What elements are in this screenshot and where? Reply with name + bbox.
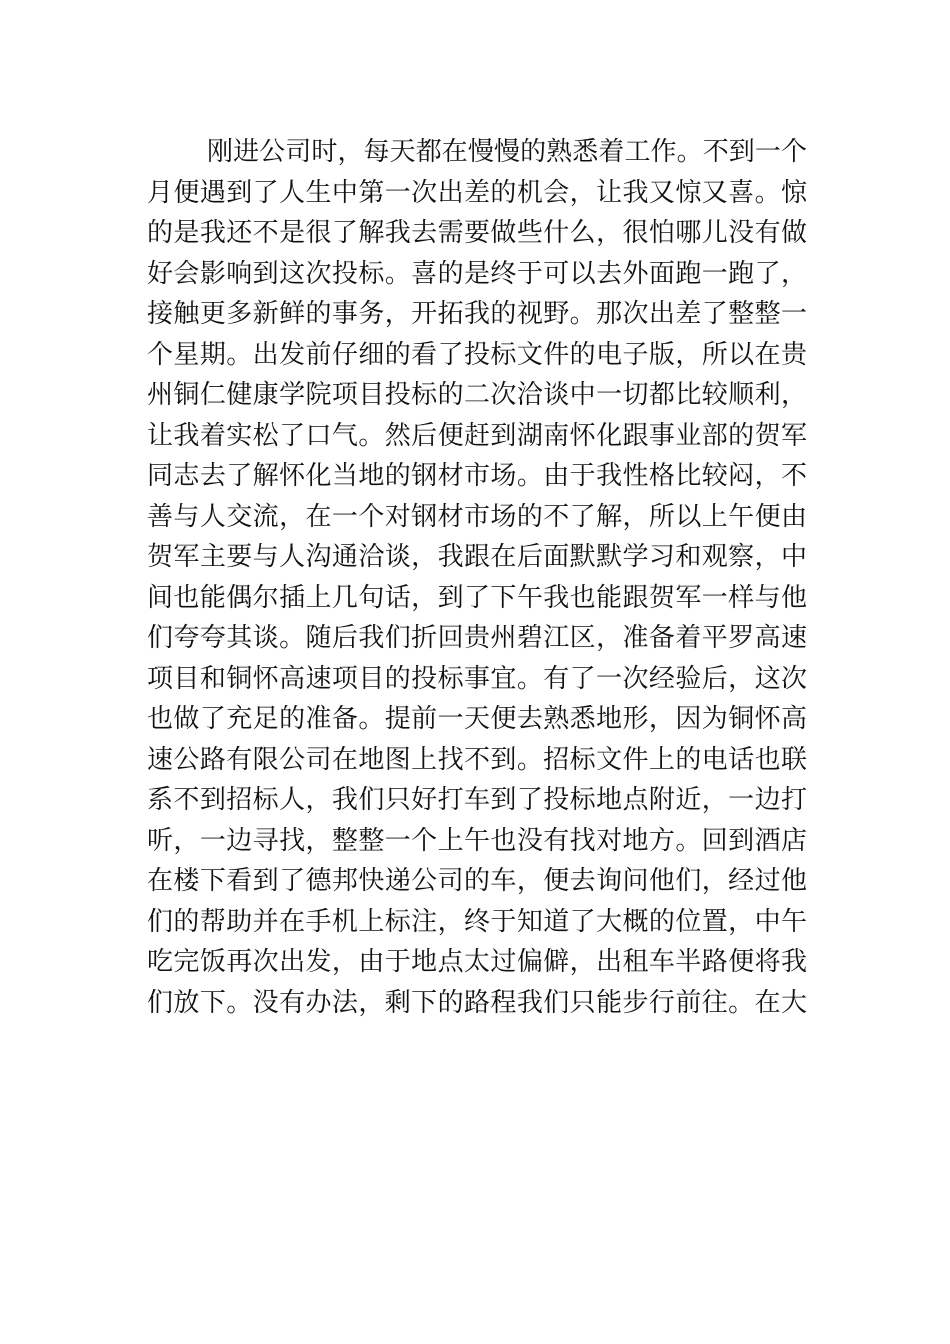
paragraph-line: 们的帮助并在手机上标注，终于知道了大概的位置，中午 bbox=[147, 906, 807, 937]
paragraph-line: 们夸夸其谈。随后我们折回贵州碧江区，准备着平罗高速 bbox=[147, 623, 807, 653]
paragraph-line: 系不到招标人，我们只好打车到了投标地点附近，一边打 bbox=[147, 785, 807, 815]
paragraph-line: 贺军主要与人沟通洽谈，我跟在后面默默学习和观察，中 bbox=[147, 542, 807, 572]
paragraph-line: 间也能偶尔插上几句话，到了下午我也能跟贺军一样与他 bbox=[147, 582, 807, 613]
paragraph-line: 在楼下看到了德邦快递公司的车，便去询问他们，经过他 bbox=[147, 866, 807, 896]
paragraph bbox=[147, 132, 807, 1023]
paragraph-line: 听，一边寻找，整整一个上午也没有找对地方。回到酒店 bbox=[147, 825, 807, 856]
paragraph-line: 同志去了解怀化当地的钢材市场。由于我性格比较闷，不 bbox=[147, 461, 807, 491]
paragraph-line: 速公路有限公司在地图上找不到。招标文件上的电话也联 bbox=[147, 744, 807, 775]
paragraph-line: 州铜仁健康学院项目投标的二次洽谈中一切都比较顺利， bbox=[147, 380, 807, 410]
paragraph-line: 个星期。出发前仔细的看了投标文件的电子版，所以在贵 bbox=[147, 339, 807, 370]
paragraph-line: 让我着实松了口气。然后便赶到湖南怀化跟事业部的贺军 bbox=[147, 420, 807, 451]
paragraph-line: 月便遇到了人生中第一次出差的机会，让我又惊又喜。惊 bbox=[147, 177, 807, 208]
paragraph-line: 项目和铜怀高速项目的投标事宜。有了一次经验后，这次 bbox=[147, 663, 807, 694]
paragraph-line: 们放下。没有办法，剩下的路程我们只能步行前往。在大 bbox=[147, 987, 807, 1018]
paragraph-line: 好会影响到这次投标。喜的是终于可以去外面跑一跑了， bbox=[147, 258, 807, 289]
paragraph-line: 刚进公司时，每天都在慢慢的熟悉着工作。不到一个 bbox=[207, 137, 807, 167]
paragraph-line: 接触更多新鲜的事务，开拓我的视野。那次出差了整整一 bbox=[147, 299, 807, 329]
paragraph-line: 也做了充足的准备。提前一天便去熟悉地形，因为铜怀高 bbox=[147, 704, 807, 734]
paragraph-line: 吃完饭再次出发，由于地点太过偏僻，出租车半路便将我 bbox=[147, 947, 807, 977]
paragraph-line: 的是我还不是很了解我去需要做些什么，很怕哪儿没有做 bbox=[147, 218, 807, 248]
paragraph-line: 善与人交流，在一个对钢材市场的不了解，所以上午便由 bbox=[147, 501, 807, 532]
